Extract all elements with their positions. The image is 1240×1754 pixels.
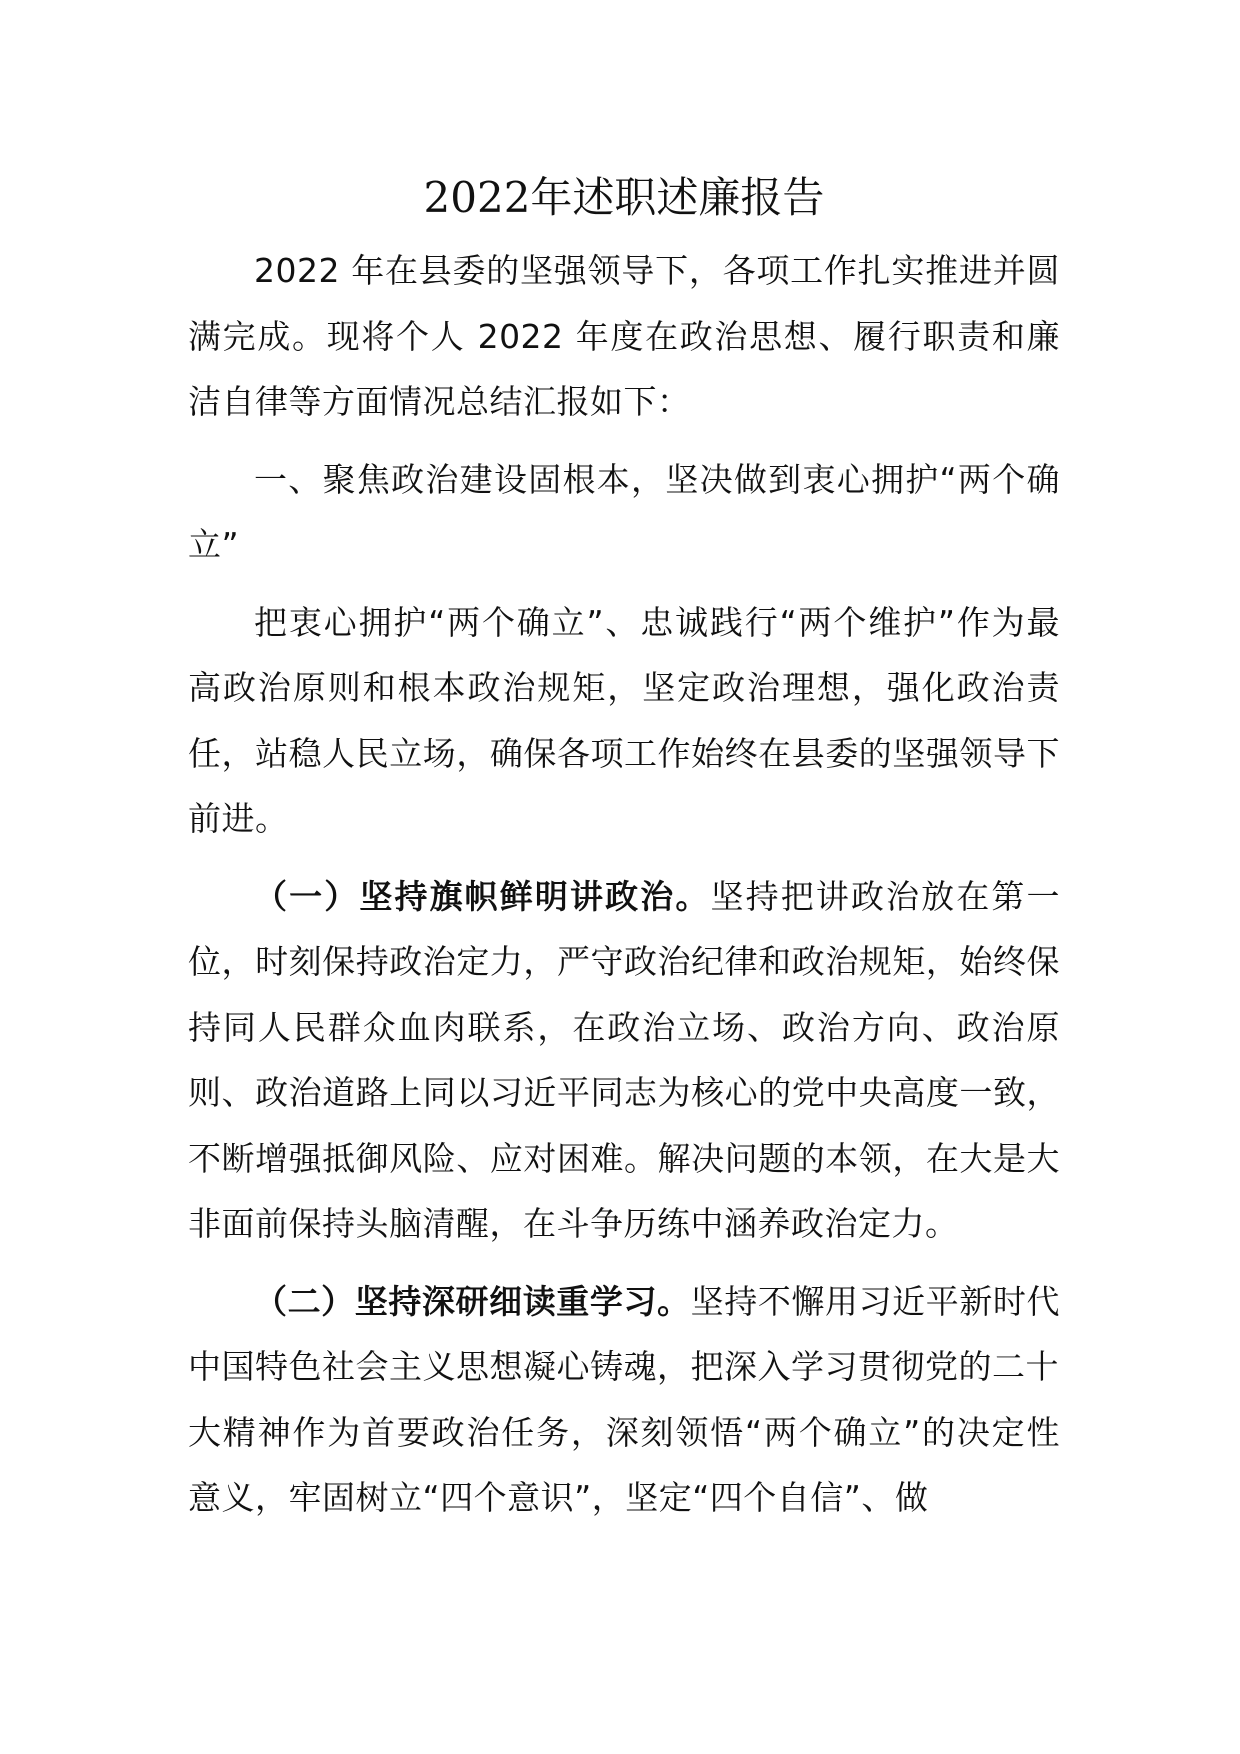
item-2-heading: （二）坚持深研细读重学习。 <box>254 1281 691 1321</box>
section-1-paragraph: 把衷心拥护“两个确立”、忠诚践行“两个维护”作为最高政治原则和根本政治规矩，坚定政治理想，强化政治责任，站稳人民立场，确保各项工作始终在县委的坚强领导下前进。 <box>188 602 1060 838</box>
section-1-heading: 一、聚焦政治建设固根本，坚决做到衷心拥护“两个确立” <box>188 459 1060 564</box>
document-title: 2022年述职述廉报告 <box>423 173 825 222</box>
item-1-paragraph <box>188 864 1060 1257</box>
item-2-continuation: 大精神作为首要政治任务，深刻领悟“两个确立”的决定性意义，牢固树立“四个意识”，坚定“四个自信”、做 <box>188 1412 1060 1517</box>
item-1-text: 坚持把讲政治放在第一位，时刻保持政治定力，严守政治纪律和政治规矩，始终保持同人民群众血肉联系，在政治立场、政治方向、政治原则、政治道路上同以习近平同志为核心的党中央高度一致，不断增强抵御风险、应对困难。解决问题的本领，在大是大非面前保持头脑清醒，在斗争历练中涵养政治定力。 <box>188 876 1061 1243</box>
item-1-heading: （一）坚持旗帜鲜明讲政治。 <box>254 876 711 916</box>
document-page <box>188 0 1060 1754</box>
document-body <box>188 238 1060 1531</box>
item-2-text: 坚持不懈用习近平新时代中国特色社会主义思想凝心铸魂，把深入学习贯彻党的二十 <box>188 1281 1061 1386</box>
item-2-paragraph <box>188 1269 1060 1400</box>
intro-paragraph: 2022 年在县委的坚强领导下，各项工作扎实推进并圆满完成。现将个人 2022 年度在政治思想、履行职责和廉洁自律等方面情况总结汇报如下： <box>188 251 1060 421</box>
